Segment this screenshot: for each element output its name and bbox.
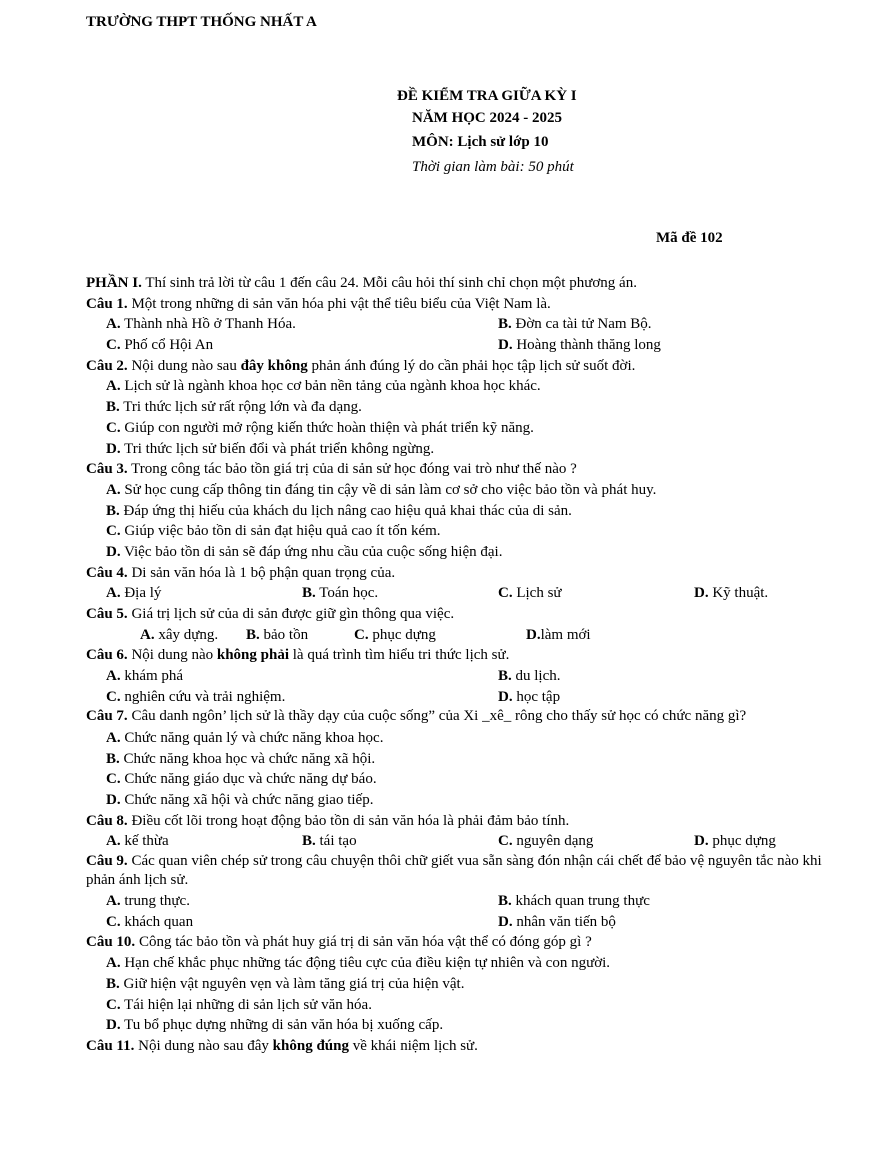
exam-title: ĐỀ KIỂM TRA GIỮA KỲ I: [397, 88, 577, 104]
option-a: A. xây dựng.: [140, 626, 219, 643]
option-b: B. Tri thức lịch sử rất rộng lớn và đa dạng.: [106, 399, 362, 416]
question-1-options-cd: [86, 335, 846, 356]
question-5-options: [86, 625, 846, 646]
question-3: Câu 3. Trong công tác bảo tồn giá trị của di sản sử học đóng vai trò như thế nào ?: [86, 461, 577, 478]
option-d: D. Việc bảo tồn di sản sẽ đáp ứng nhu cầu của cuộc sống hiện đại.: [106, 543, 503, 560]
question-1: Câu 1. Một trong những di sản văn hóa phi vật thể tiêu biểu của Việt Nam là.: [86, 295, 551, 312]
question-11: Câu 11. Nội dung nào sau đây không đúng về khái niệm lịch sử.: [86, 1037, 478, 1054]
question-10: Câu 10. Công tác bảo tồn và phát huy giá trị di sản văn hóa vật thể có đóng góp gì ?: [86, 934, 592, 951]
option-c: C. Tái hiện lại những di sản lịch sử văn hóa.: [106, 996, 372, 1013]
option-d: D. phục dựng: [694, 833, 776, 850]
question-6: Câu 6. Nội dung nào không phải là quá trình tìm hiểu tri thức lịch sử.: [86, 647, 510, 664]
question-9: Câu 9. Các quan viên chép sử trong câu chuyện thôi chữ giết vua sẵn sàng đón nhận cái chết để bảo vệ nguyên tắc nào khi phản ánh lịch sử.: [86, 853, 822, 888]
option-b: B. Giữ hiện vật nguyên vẹn và làm tăng giá trị của hiện vật.: [106, 975, 465, 992]
question-8-options: [86, 831, 846, 852]
option-b: B. bảo tồn: [246, 626, 309, 643]
question-list: [86, 273, 846, 1057]
option-c: C. Phố cổ Hội An: [106, 337, 214, 354]
option-d: D. nhân văn tiến bộ: [498, 913, 616, 930]
option-a: A. Địa lý: [106, 585, 162, 602]
question-2: Câu 2. Nội dung nào sau đây không phản ánh đúng lý do cần phải học tập lịch sử suốt đời.: [86, 357, 636, 374]
question-8: Câu 8. Điều cốt lõi trong hoạt động bảo tồn di sản văn hóa là phải đảm bảo tính.: [86, 812, 570, 829]
option-b: B. Đáp ứng thị hiếu của khách du lịch nâng cao hiệu quả khai thác của di sản.: [106, 502, 572, 519]
option-a: A. trung thực.: [106, 893, 190, 910]
question-1-options-ab: [86, 314, 846, 335]
option-b: B. Đờn ca tài tử Nam Bộ.: [498, 316, 652, 333]
question-6-options-cd: [86, 687, 846, 708]
question-6-options-ab: [86, 666, 846, 687]
option-b: B. tái tạo: [302, 833, 357, 850]
option-a: A. khám phá: [106, 668, 184, 685]
question-4-options: [86, 583, 846, 604]
option-d: D. Tri thức lịch sử biến đổi và phát triển không ngừng.: [106, 440, 435, 457]
option-c: C. Chức năng giáo dục và chức năng dự báo.: [106, 771, 377, 788]
exam-time: Thời gian làm bài: 50 phút: [412, 159, 574, 175]
question-5: Câu 5. Giá trị lịch sử của di sản được giữ gìn thông qua việc.: [86, 606, 455, 622]
option-a: A. Chức năng quản lý và chức năng khoa học.: [106, 729, 384, 746]
option-b: B. Toán học.: [302, 585, 379, 602]
option-c: C. phục dựng: [354, 626, 436, 643]
option-d: D. học tập: [498, 688, 561, 705]
option-a: A. Thành nhà Hồ ở Thanh Hóa.: [106, 316, 296, 333]
exam-subject: MÔN: Lịch sử lớp 10: [412, 134, 549, 150]
option-a: A. Hạn chế khắc phục những tác động tiêu cực của điều kiện tự nhiên và con người.: [106, 955, 611, 972]
question-4: Câu 4. Di sản văn hóa là 1 bộ phận quan trọng của.: [86, 564, 396, 581]
exam-year: NĂM HỌC 2024 - 2025: [412, 110, 562, 126]
option-c: C. khách quan: [106, 913, 194, 930]
option-c: C. nghiên cứu và trải nghiệm.: [106, 688, 286, 705]
part-instruction: PHẦN I. Thí sinh trả lời từ câu 1 đến câu 24. Mỗi câu hỏi thí sinh chỉ chọn một phương án.: [86, 275, 637, 291]
question-9-options-cd: [86, 912, 846, 933]
option-d: D. Hoàng thành thăng long: [498, 337, 661, 354]
option-a: A. Sử học cung cấp thông tin đáng tin cậy về di sản làm cơ sở cho việc bảo tồn và phát huy.: [106, 481, 657, 498]
school-name: TRƯỜNG THPT THỐNG NHẤT A: [86, 14, 317, 30]
option-a: A. Lịch sử là ngành khoa học cơ bản nền tảng của ngành khoa học khác.: [106, 378, 541, 395]
exam-code: Mã đề 102: [656, 230, 723, 246]
option-c: C. Lịch sử: [498, 585, 562, 602]
option-b: B. du lịch.: [498, 668, 561, 685]
option-c: C. Giúp việc bảo tồn di sản đạt hiệu quả cao ít tốn kém.: [106, 523, 441, 540]
option-b: B. Chức năng khoa học và chức năng xã hội.: [106, 750, 376, 767]
question-9-options-ab: [86, 891, 846, 912]
option-d: D. Kỹ thuật.: [694, 585, 769, 602]
option-d: D. Chức năng xã hội và chức năng giao tiếp.: [106, 792, 374, 808]
option-a: A. kế thừa: [106, 833, 169, 850]
option-d: D.làm mới: [526, 626, 591, 643]
option-c: C. Giúp con người mở rộng kiến thức hoàn thiện và phát triển kỹ năng.: [106, 419, 534, 436]
question-7: Câu 7. Câu danh ngôn’ lịch sử là thầy dạy của cuộc sống” của Xi _xê_ rông cho thấy sử học có chức năng gì?: [86, 708, 747, 725]
option-b: B. khách quan trung thực: [498, 893, 650, 910]
option-d: D. Tu bổ phục dựng những di sản văn hóa bị xuống cấp.: [106, 1017, 444, 1034]
option-c: C. nguyên dạng: [498, 833, 594, 850]
